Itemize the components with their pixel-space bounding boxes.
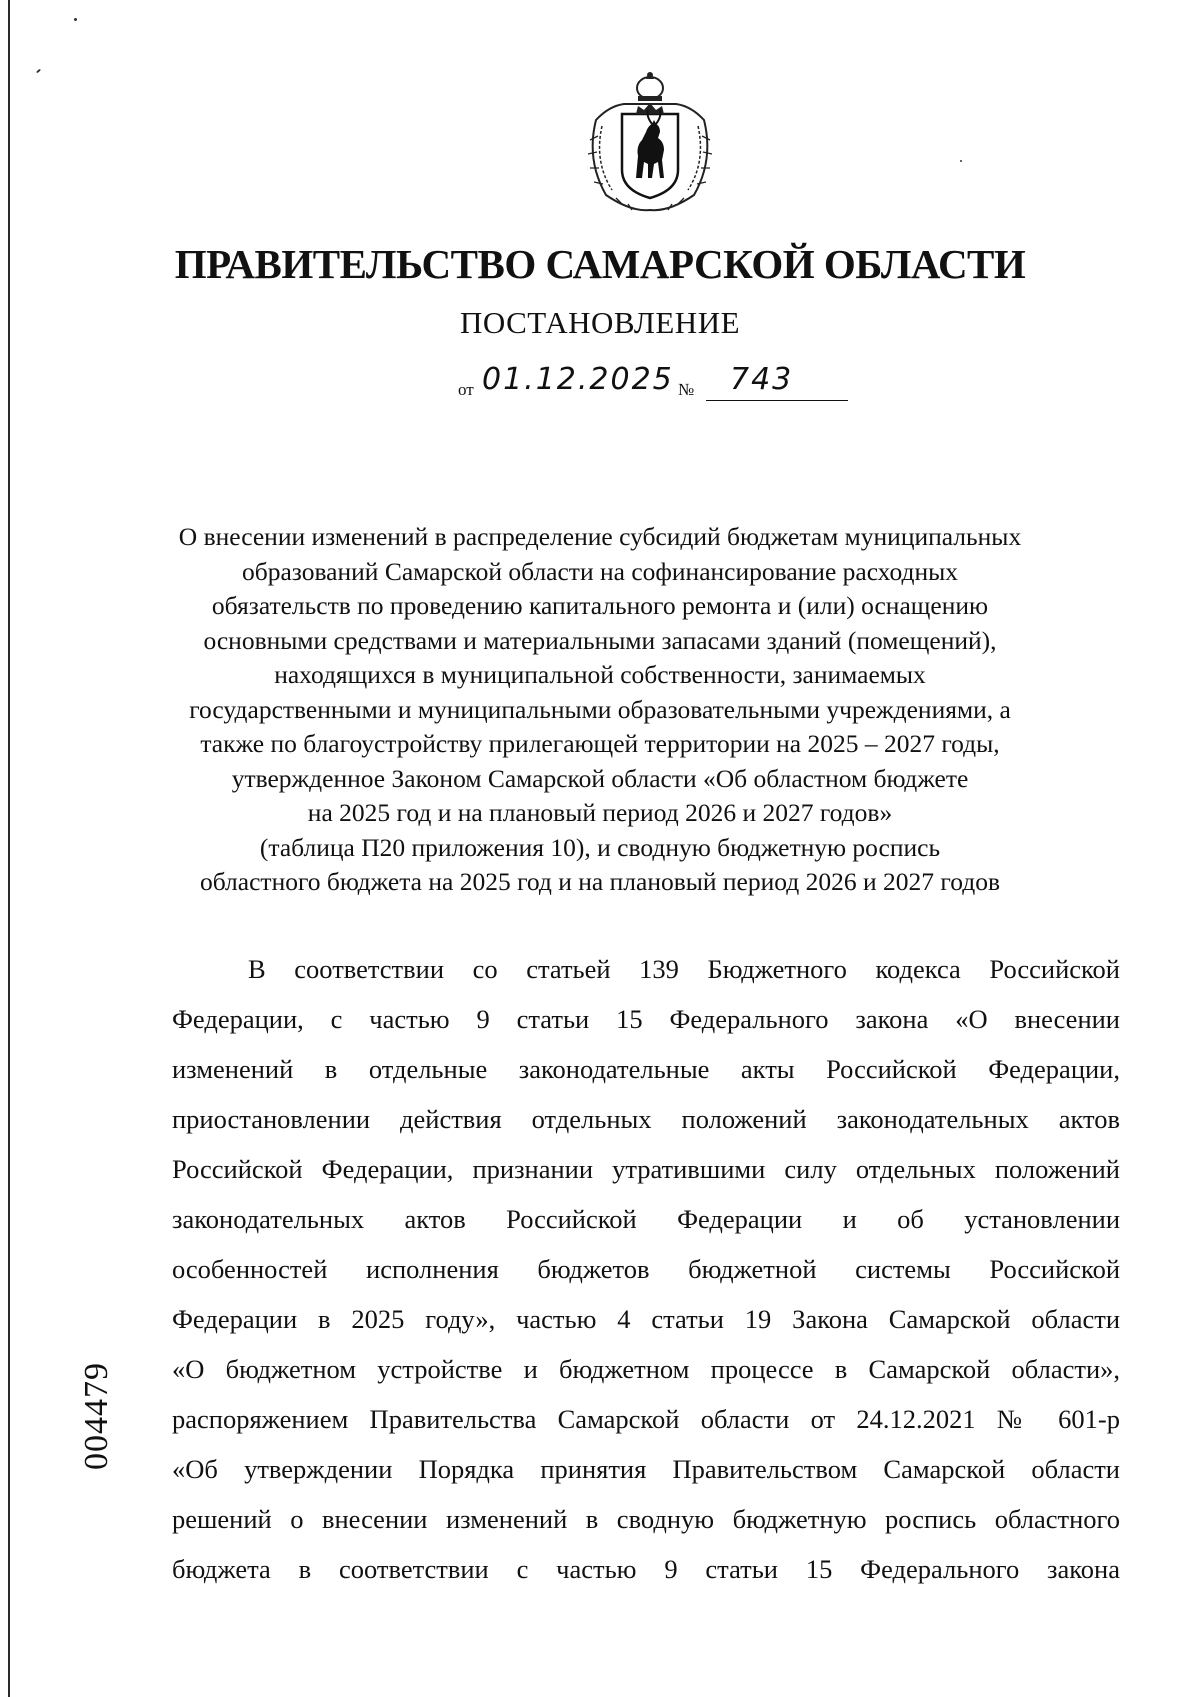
- body-line: приостановлении действия отдельных положений законодательных актов: [172, 1104, 1120, 1134]
- government-title: ПРАВИТЕЛЬСТВО САМАРСКОЙ ОБЛАСТИ: [174, 241, 1026, 287]
- subject-line: областного бюджета на 2025 год и на плановый период 2026 и 2027 годов: [199, 867, 1001, 896]
- scan-speck: [74, 18, 77, 21]
- subject-line: обязательств по проведению капитального ремонта и (или) оснащению: [211, 591, 989, 620]
- subject-line: также по благоустройству прилегающей территории на 2025 – 2027 годы,: [200, 729, 1000, 758]
- body-line: законодательных актов Российской Федерации и об установлении: [172, 1204, 1120, 1234]
- subject-line: на 2025 год и на плановый период 2026 и 2027 годов»: [307, 798, 893, 827]
- body-line: Российской Федерации, признании утратившими силу отдельных положений: [172, 1154, 1120, 1184]
- body-line: В соответствии со статьей 139 Бюджетного кодекса Российской: [248, 954, 1120, 984]
- document-date: 01.12.2025: [482, 362, 674, 397]
- number-prefix: №: [678, 380, 695, 399]
- subject-line: основными средствами и материальными запасами зданий (помещений),: [203, 625, 997, 655]
- body-line: «Об утверждении Порядка принятия Правительством Самарской области: [172, 1454, 1120, 1484]
- subject-line: государственными и муниципальными образовательными учреждениями, а: [189, 694, 1011, 724]
- date-prefix: от: [458, 380, 474, 399]
- subject-line: образований Самарской области на софинансирование расходных: [242, 556, 958, 586]
- body-line: Федерации в 2025 году», частью 4 статьи 19 Закона Самарской области: [172, 1304, 1120, 1334]
- margin-serial-number: 004479: [78, 1362, 115, 1470]
- document-subject: [150, 520, 1050, 900]
- subject-line: утвержденное Законом Самарской области «Об областном бюджете: [231, 763, 969, 793]
- body-line: Федерации, с частью 9 статьи 15 Федерального закона «О внесении: [172, 1004, 1120, 1034]
- subject-line: О внесении изменений в распределение субсидий бюджетам муниципальных: [178, 522, 1022, 551]
- date-number-line: [458, 362, 848, 408]
- subject-line: находящихся в муниципальной собственности, занимаемых: [274, 660, 926, 689]
- number-underline: [706, 400, 848, 401]
- scan-speck: [36, 69, 41, 74]
- subject-line: (таблица П20 приложения 10), и сводную бюджетную роспись: [259, 832, 941, 862]
- body-line: «О бюджетном устройстве и бюджетном процессе в Самарской области»,: [172, 1354, 1120, 1384]
- body-line: особенностей исполнения бюджетов бюджетной системы Российской: [172, 1254, 1120, 1284]
- body-line: изменений в отдельные законодательные акты Российской Федерации,: [172, 1054, 1120, 1084]
- scan-speck: [960, 160, 962, 162]
- document-type: ПОСТАНОВЛЕНИЕ: [459, 305, 741, 340]
- document-body: [172, 944, 1120, 1594]
- body-line: решений о внесении изменений в сводную бюджетную роспись областного: [172, 1504, 1120, 1534]
- body-line: распоряжением Правительства Самарской области от 24.12.2021 № 601-р: [172, 1404, 1120, 1434]
- body-line: бюджета в соответствии с частью 9 статьи 15 Федерального закона: [172, 1554, 1120, 1584]
- samara-region-coat-of-arms-icon: [576, 70, 724, 216]
- document-number: 743: [730, 362, 794, 397]
